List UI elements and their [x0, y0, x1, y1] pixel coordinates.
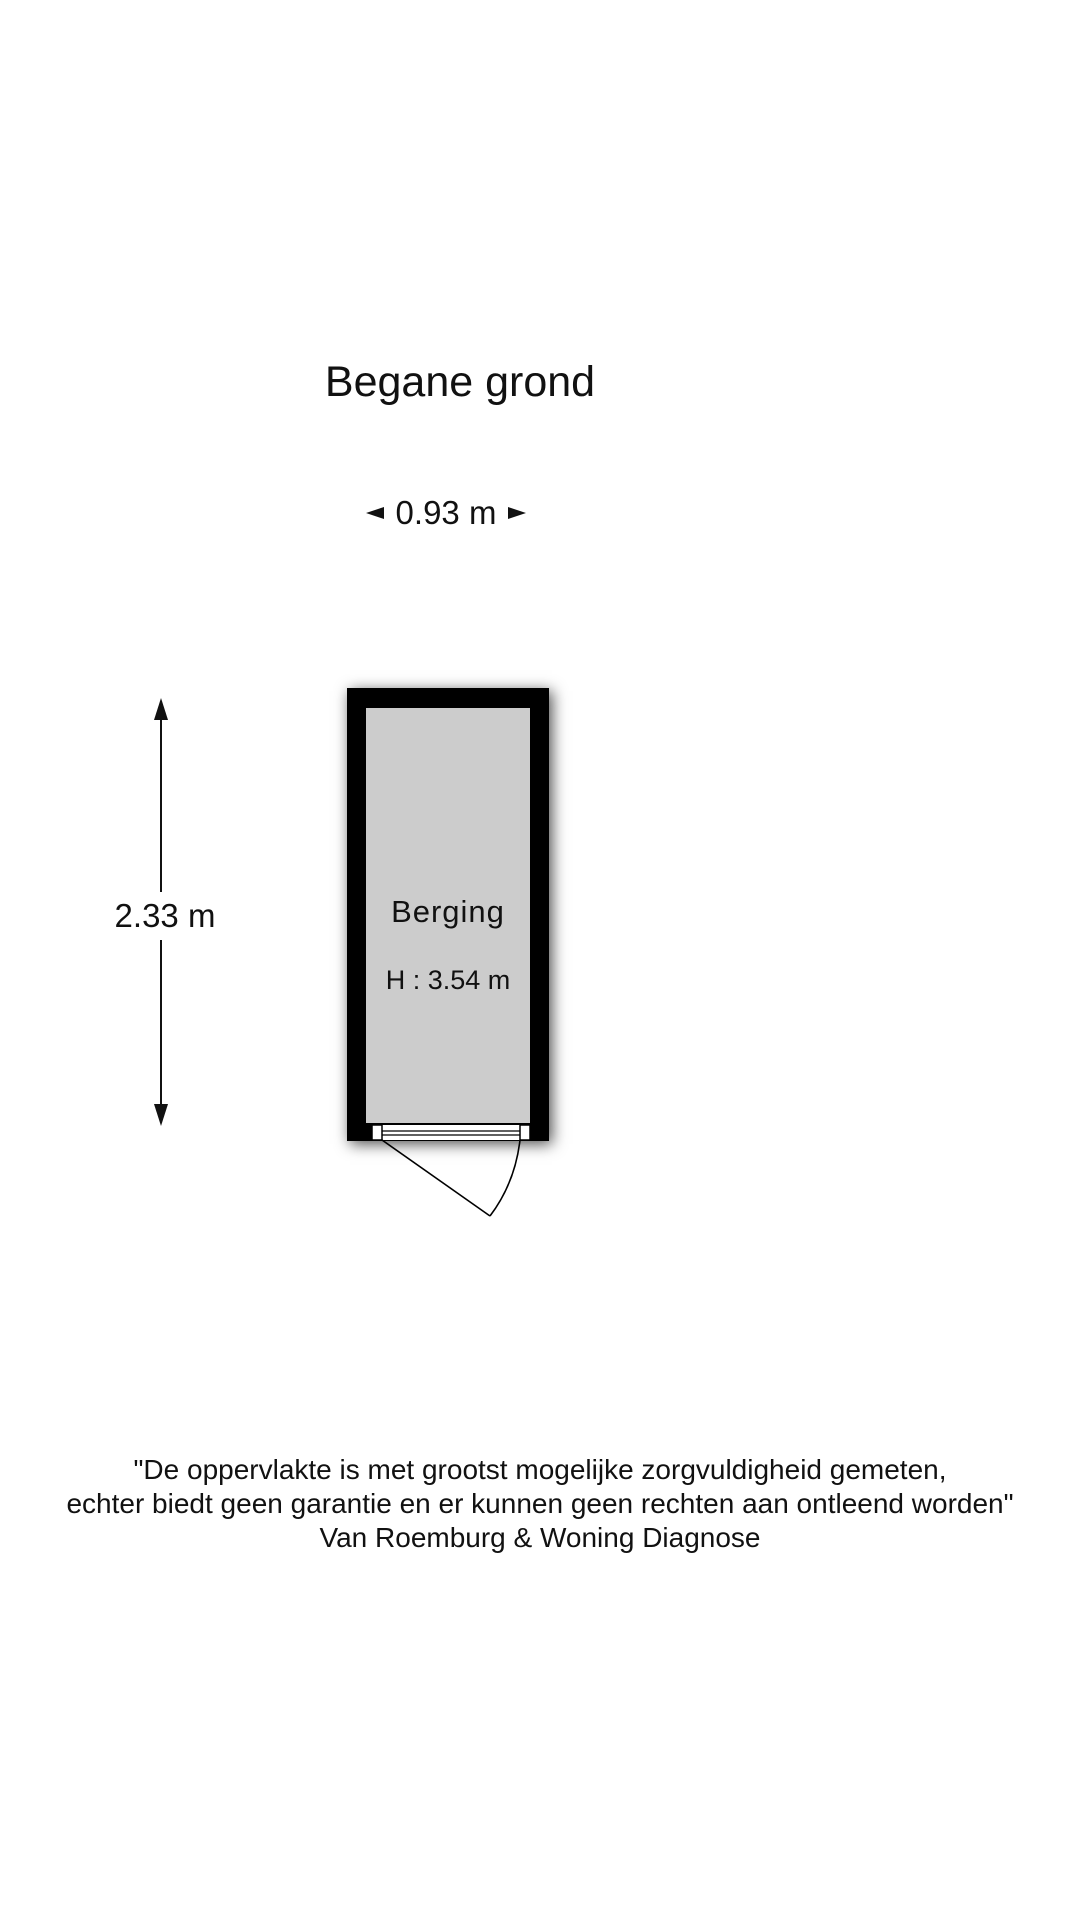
- arrow-right-icon: [508, 507, 526, 519]
- door-opening: [372, 1125, 530, 1140]
- arrow-left-icon: [366, 507, 384, 519]
- door-panel-line: [382, 1140, 490, 1216]
- door-icon: [360, 1118, 540, 1223]
- disclaimer-line-3: Van Roemburg & Woning Diagnose: [319, 1522, 761, 1553]
- height-dimension-label: 2.33 m: [106, 892, 224, 940]
- width-dimension-label: 0.93 m: [395, 494, 497, 531]
- door-frame-left: [372, 1125, 382, 1140]
- room-name: Berging: [391, 894, 505, 929]
- disclaimer: [0, 1453, 1080, 1555]
- width-dimension: [360, 490, 532, 536]
- room-height: H : 3.54 m: [385, 965, 511, 995]
- disclaimer-line-2: echter biedt geen garantie en er kunnen geen rechten aan ontleend worden": [66, 1488, 1014, 1519]
- door-frame-right: [520, 1125, 530, 1140]
- disclaimer-line-1: "De oppervlakte is met grootst mogelijke zorgvuldigheid gemeten,: [133, 1454, 947, 1485]
- door-swing-arc: [490, 1140, 520, 1216]
- floor-title: Begane grond: [324, 358, 596, 406]
